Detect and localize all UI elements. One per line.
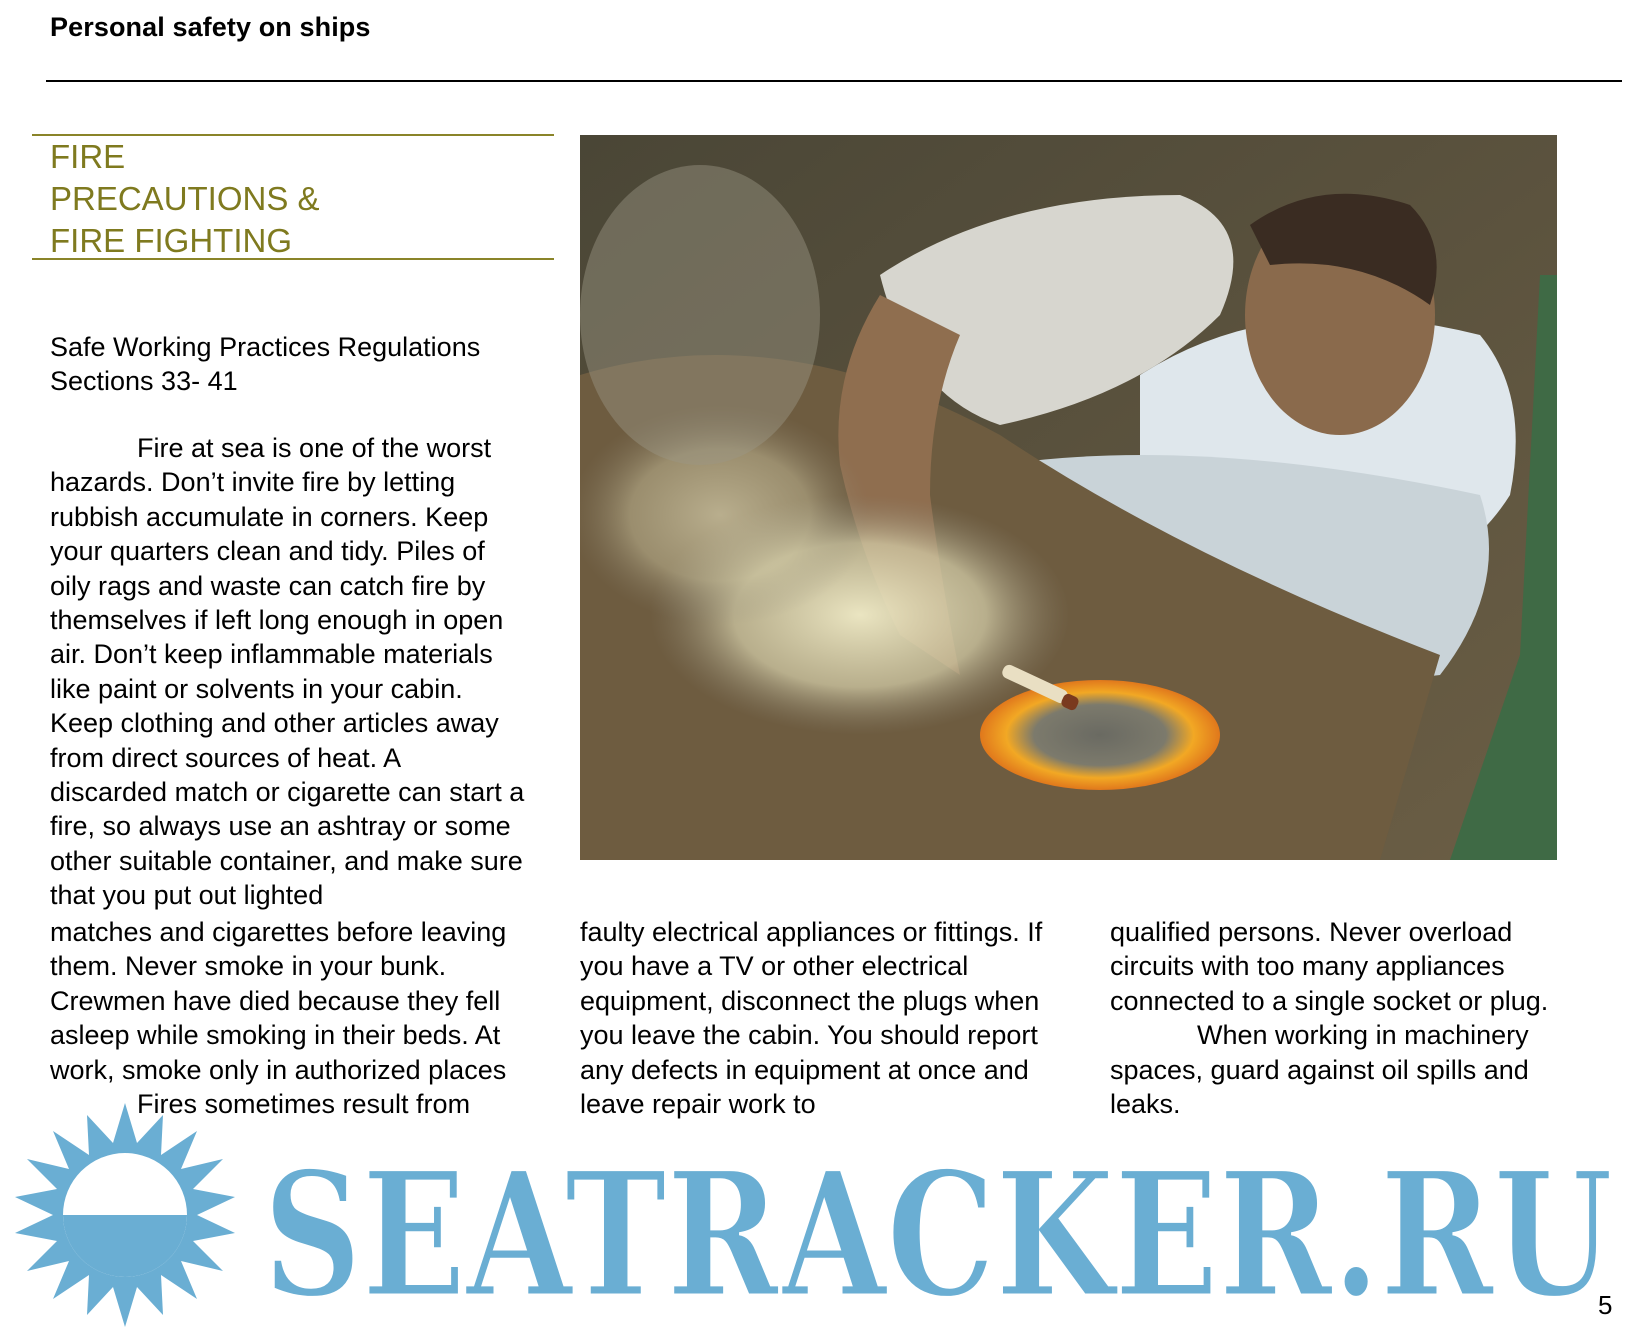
section-title-line: PRECAUTIONS &: [50, 180, 320, 217]
body-line: air. Don’t keep inflammable materials: [50, 639, 493, 670]
body-line: qualified persons. Never overload: [1110, 917, 1513, 947]
body-line: Keep clothing and other articles away: [50, 708, 499, 739]
body-line: like paint or solvents in your cabin.: [50, 673, 463, 704]
body-line: Fires sometimes result from: [137, 1089, 471, 1120]
body-line: your quarters clean and tidy. Piles of: [50, 536, 485, 567]
body-line: asleep while smoking in their beds. At: [50, 1020, 501, 1051]
body-line: from direct sources of heat. A: [50, 742, 402, 773]
body-line: that you put out lighted: [50, 880, 324, 911]
body-line: fire, so always use an ashtray or some: [50, 811, 511, 842]
smoke-cloud: [580, 165, 820, 465]
body-line: rubbish accumulate in corners. Keep: [50, 501, 489, 532]
body-line: equipment, disconnect the plugs when: [580, 985, 1040, 1016]
body-line: Crewmen have died because they fell: [50, 985, 501, 1016]
page-number: 5: [1598, 1290, 1613, 1320]
body-line: work, smoke only in authorized places: [50, 1054, 507, 1085]
body-line: leave repair work to: [580, 1089, 816, 1120]
burning-blanket-spot: [980, 680, 1220, 790]
body-line: you leave the cabin. You should report: [580, 1020, 1038, 1051]
seatracker-watermark: [0, 1095, 1636, 1334]
body-line: hazards. Don’t invite fire by letting: [50, 467, 456, 498]
body-line: them. Never smoke in your bunk.: [50, 951, 447, 982]
body-line: spaces, guard against oil spills and: [1110, 1054, 1529, 1085]
header-rule: [46, 80, 1622, 82]
body-line: When working in machinery: [1197, 1020, 1529, 1051]
column-3: [1110, 915, 1548, 1121]
body-line: Fire at sea is one of the worst: [137, 433, 492, 463]
body-line: matches and cigarettes before leaving: [50, 917, 507, 947]
body-line: themselves if left long enough in open: [50, 605, 504, 636]
watermark-text: SEATRACKER.RU: [263, 1133, 1613, 1334]
body-line: leaks.: [1110, 1089, 1181, 1120]
sun-logo-icon: [15, 1103, 235, 1327]
column-1-lower: [50, 915, 506, 1121]
column-1-upper: [50, 431, 524, 913]
body-line: oily rags and waste can catch fire by: [50, 570, 486, 601]
body-line: discarded match or cigarette can start a: [50, 777, 525, 808]
regulations-line: Sections 33- 41: [50, 366, 238, 396]
column-2: [580, 915, 1042, 1121]
section-title: [50, 136, 320, 262]
regulations-reference: [50, 330, 480, 398]
body-line: connected to a single socket or plug.: [1110, 985, 1549, 1016]
regulations-line: Safe Working Practices Regulations: [50, 332, 481, 362]
section-title-line: FIRE FIGHTING: [50, 222, 292, 259]
body-line: you have a TV or other electrical: [580, 951, 969, 982]
page-header-title: Personal safety on ships: [50, 12, 371, 42]
fire-hazard-illustration: [580, 135, 1557, 860]
section-title-line: FIRE: [50, 138, 126, 175]
body-line: circuits with too many appliances: [1110, 951, 1505, 982]
body-line: faulty electrical appliances or fittings. If: [580, 917, 1043, 947]
body-line: any defects in equipment at once and: [580, 1054, 1029, 1085]
body-line: other suitable container, and make sure: [50, 845, 523, 876]
